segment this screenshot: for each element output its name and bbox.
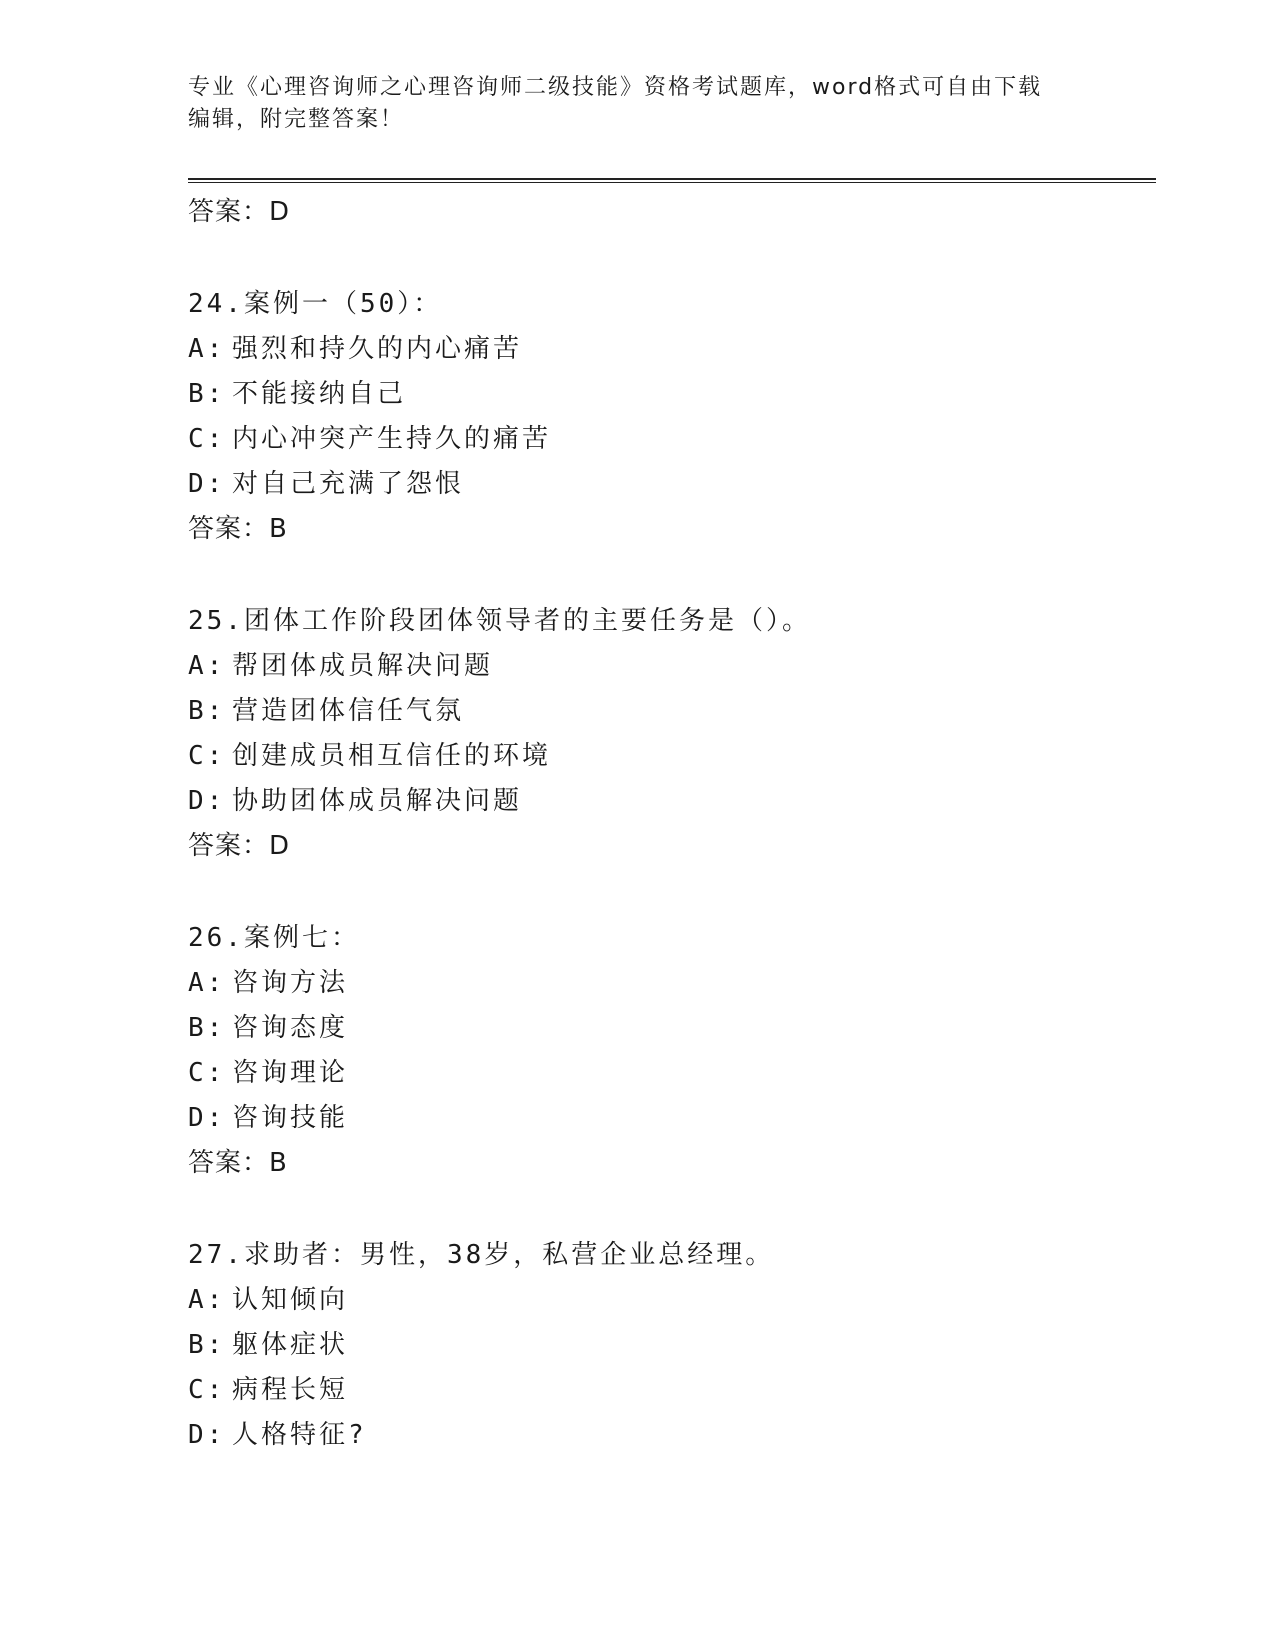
question-24 [188, 282, 1148, 552]
previous-answer: 答案：D [188, 197, 291, 227]
option-letter: A: [188, 334, 226, 364]
option-c [188, 1051, 1148, 1096]
question-25 [188, 599, 1148, 869]
option-text: 营造团体信任气氛 [232, 696, 465, 726]
option-letter: D: [188, 786, 226, 816]
option-d [188, 779, 1148, 824]
answer: 答案：D [188, 831, 291, 861]
option-b [188, 1323, 1148, 1368]
option-letter: D: [188, 469, 226, 499]
question-list [188, 190, 1148, 1458]
option-text: 咨询态度 [232, 1013, 349, 1043]
option-text: 创建成员相互信任的环境 [232, 741, 552, 771]
question-title: 24.案例一（50）： [188, 289, 443, 319]
option-letter: B: [188, 379, 226, 409]
option-text: 强烈和持久的内心痛苦 [232, 334, 523, 364]
option-letter: C: [188, 741, 226, 771]
option-text: 咨询方法 [232, 968, 349, 998]
answer: 答案：B [188, 1148, 288, 1178]
option-letter: A: [188, 1285, 226, 1315]
option-letter: B: [188, 696, 226, 726]
option-b [188, 372, 1148, 417]
option-text: 认知倾向 [232, 1285, 349, 1315]
question-title: 27.求助者：男性，38岁，私营企业总经理。 [188, 1240, 775, 1270]
question-27 [188, 1233, 1148, 1458]
option-b [188, 689, 1148, 734]
option-letter: A: [188, 968, 226, 998]
option-letter: B: [188, 1013, 226, 1043]
option-text: 人格特征? [232, 1420, 367, 1450]
option-letter: C: [188, 424, 226, 454]
option-a [188, 327, 1148, 372]
answer: 答案：B [188, 514, 288, 544]
option-c [188, 1368, 1148, 1413]
option-text: 躯体症状 [232, 1330, 349, 1360]
option-text: 咨询技能 [232, 1103, 349, 1133]
option-a [188, 644, 1148, 689]
header-rule-thin [188, 182, 1156, 183]
header-rule-thick [188, 178, 1156, 180]
question-26 [188, 916, 1148, 1186]
option-c [188, 417, 1148, 462]
question-title: 25.团体工作阶段团体领导者的主要任务是（）。 [188, 606, 811, 636]
option-c [188, 734, 1148, 779]
question-title: 26.案例七： [188, 923, 360, 953]
option-d [188, 462, 1148, 507]
header-line-1: 专业《心理咨询师之心理咨询师二级技能》资格考试题库，word格式可自由下载 [188, 75, 1043, 100]
option-text: 协助团体成员解决问题 [232, 786, 523, 816]
option-letter: A: [188, 651, 226, 681]
option-text: 不能接纳自己 [232, 379, 407, 409]
option-text: 对自己充满了怨恨 [232, 469, 465, 499]
option-text: 帮团体成员解决问题 [232, 651, 494, 681]
option-letter: B: [188, 1330, 226, 1360]
option-d [188, 1413, 1148, 1458]
option-letter: C: [188, 1058, 226, 1088]
option-a [188, 961, 1148, 1006]
option-letter: D: [188, 1103, 226, 1133]
document-header [188, 72, 1088, 136]
option-a [188, 1278, 1148, 1323]
option-text: 病程长短 [232, 1375, 349, 1405]
header-line-2: 编辑，附完整答案！ [188, 107, 405, 132]
option-text: 内心冲突产生持久的痛苦 [232, 424, 552, 454]
option-d [188, 1096, 1148, 1141]
option-letter: C: [188, 1375, 226, 1405]
option-b [188, 1006, 1148, 1051]
option-letter: D: [188, 1420, 226, 1450]
option-text: 咨询理论 [232, 1058, 349, 1088]
